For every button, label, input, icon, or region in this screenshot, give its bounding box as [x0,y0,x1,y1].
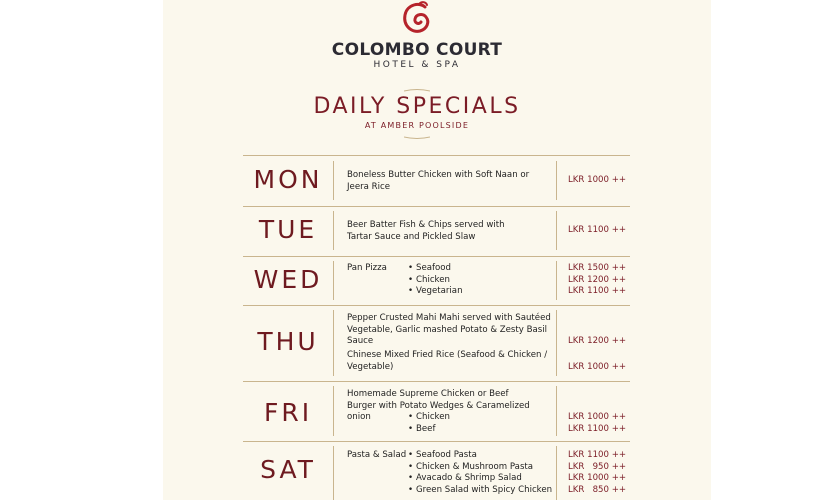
price: LKR 1100 ++ [568,225,627,235]
price: LKR 1100 ++ [568,423,627,434]
day-label-sat: SAT [260,455,316,484]
option-item: Vegetarian [416,286,463,296]
bullet: • [408,286,414,296]
bullet: • [408,484,414,495]
page-subtitle: AT AMBER POOLSIDE [364,121,470,130]
page-title: DAILY SPECIALS [313,94,521,119]
price: LKR 950 ++ [568,461,627,472]
option-item: Beef [416,423,436,434]
row-divider [243,256,630,257]
day-label-tue: TUE [258,215,318,244]
column-divider [333,386,334,436]
column-divider [333,310,334,376]
option-item: Chicken [416,412,450,422]
price: LKR 1100 ++ [568,286,627,296]
row-divider [243,381,630,382]
column-divider [333,446,334,500]
column-divider [556,446,557,500]
price: LKR 1500 ++ [568,263,627,273]
dish-line: Jeera Rice [347,181,391,192]
price: LKR 850 ++ [568,484,627,495]
hotel-name: COLOMBO COURT [331,40,503,60]
day-label-wed: WED [253,265,323,294]
bullet: • [408,274,414,285]
option-item: Avacado & Shrimp Salad [416,473,522,483]
dish-line: Boneless Butter Chicken with Soft Naan or [347,170,530,180]
dish-label: Pan Pizza [347,263,387,273]
dish-line: Burger with Potato Wedges & Caramelized [347,400,530,411]
dish-line: Homemade Supreme Chicken or Beef [347,389,509,399]
bullet: • [408,263,414,273]
day-label-thu: THU [257,327,319,356]
bullet: • [408,473,414,483]
option-item: Seafood Pasta [416,450,477,460]
option-item: Seafood [416,263,452,273]
price: LKR 1200 ++ [568,274,627,285]
row-divider [243,206,630,207]
dish-line: Tartar Sauce and Pickled Slaw [347,231,476,242]
swirl-c-logo-icon [398,0,436,38]
day-label-fri: FRI [263,398,313,427]
dish-line: Pepper Crusted Mahi Mahi served with Sautéed [347,313,551,323]
row-divider [243,155,630,156]
column-divider [556,386,557,436]
hotel-tagline: HOTEL & SPA [373,60,461,70]
flourish-bottom-icon [404,135,430,139]
option-item: Chicken & Mushroom Pasta [416,461,534,472]
column-divider [556,161,557,200]
bullet: • [408,461,414,472]
dish-line: Sauce [347,336,374,346]
price: LKR 1000 ++ [568,412,627,422]
bullet: • [408,423,414,434]
column-divider [333,161,334,200]
price: LKR 1000 ++ [568,473,627,483]
price: LKR 1200 ++ [568,336,627,346]
day-label-mon: MON [253,165,323,194]
dish-line: Vegetable) [347,361,394,372]
bullet: • [408,450,414,460]
flourish-top-icon [404,89,430,93]
column-divider [556,211,557,250]
column-divider [556,261,557,300]
dish-line: Chinese Mixed Fried Rice (Seafood & Chicken / [347,350,548,360]
bullet: • [408,412,414,422]
column-divider [333,211,334,250]
dish-line: Vegetable, Garlic mashed Potato & Zesty Basil [347,324,548,335]
column-divider [333,261,334,300]
column-divider [556,310,557,376]
row-divider [243,441,630,442]
price: LKR 1100 ++ [568,450,627,460]
row-divider [243,305,630,306]
price: LKR 1000 ++ [568,175,627,185]
dish-label: Pasta & Salad [347,450,407,460]
price: LKR 1000 ++ [568,361,627,372]
dish-line: onion [347,412,371,422]
dish-line: Beer Batter Fish & Chips served with [347,220,505,230]
option-item: Green Salad with Spicy Chicken [416,484,553,495]
option-item: Chicken [416,274,450,285]
